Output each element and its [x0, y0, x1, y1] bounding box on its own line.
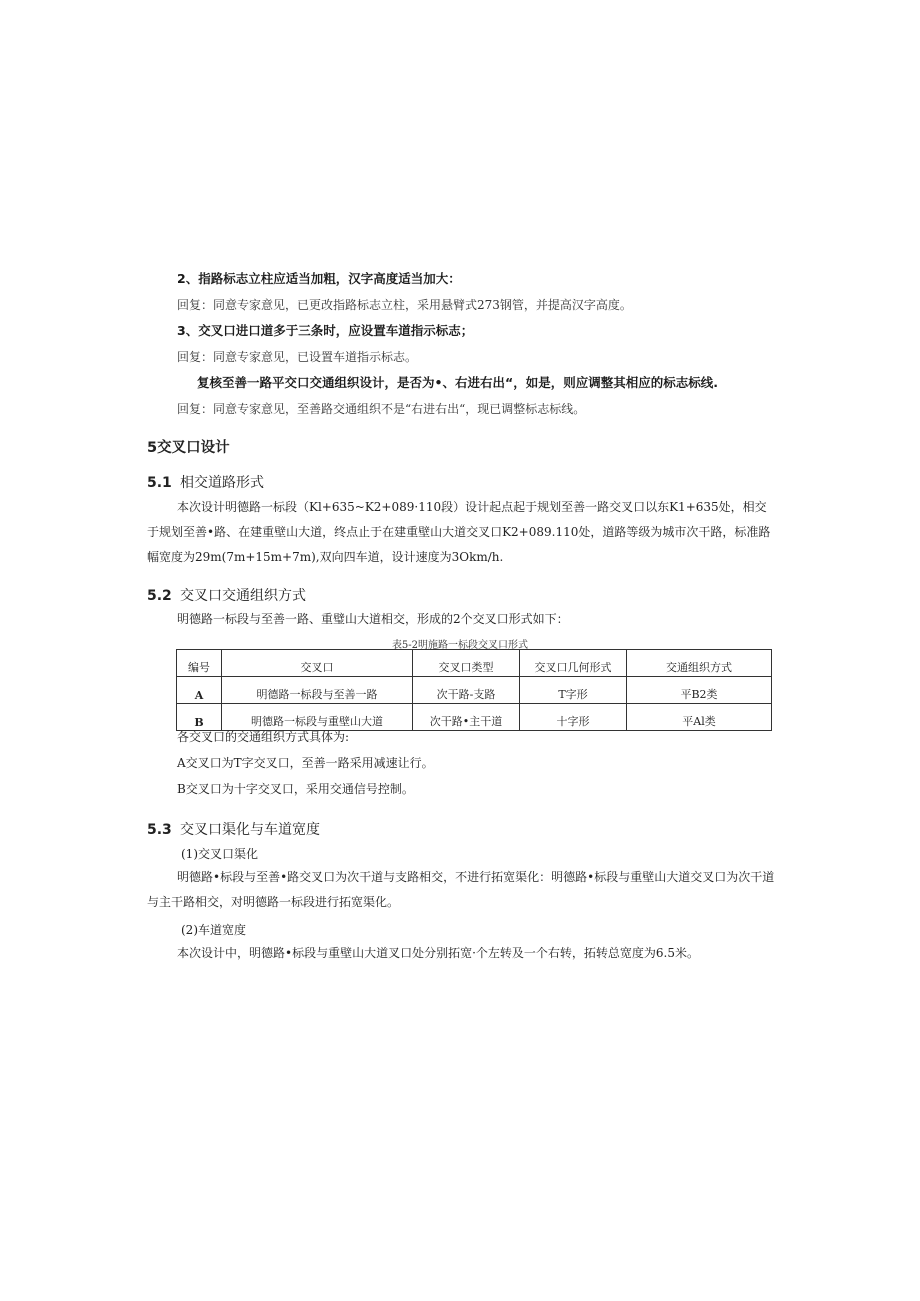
intersection-table: [176, 649, 772, 731]
section-5-2-heading: [147, 585, 306, 605]
table-cell: 明德路一标段与重壁山大道: [222, 704, 413, 731]
section-number: 5.1: [147, 475, 172, 491]
table-header-cell: 交叉口几何形式: [520, 650, 627, 677]
table-header-cell: 编号: [177, 650, 222, 677]
table-row: [177, 677, 772, 704]
section-title: 相交道路形式: [180, 475, 264, 491]
review-item-4: 复核至善一路平交口交通组织设计，是否为•、右进右出“，如是，则应调整其相应的标志标线.: [197, 375, 718, 390]
table-header-cell: 交叉口类型: [413, 650, 520, 677]
section-number: 5.3: [147, 822, 172, 838]
table-cell: A: [177, 677, 222, 704]
section-5-2-intro: 明德路一标段与至善一路、重璧山大道相交，形成的2个交叉口形式如下：: [177, 612, 569, 626]
review-reply-4: 回复：同意专家意见，至善路交通组织不是“右进右出“，现已调整标志标线。: [177, 402, 586, 416]
table-header-cell: 交叉口: [222, 650, 413, 677]
table-cell: 明德路一标段与至善一路: [222, 677, 413, 704]
lane-width-paragraph: 本次设计中，明德路•标段与重壁山大道叉口处分别拓宽·个左转及一个右转，拓转总宽度为6.5米。: [177, 946, 699, 960]
table-cell: B: [177, 704, 222, 731]
channelization-paragraph: 明德路•标段与至善•路交叉口为次干道与支路相交，不进行拓宽渠化：明德路•标段与重壁山大道交叉口为次干道与主干路相交，对明德路一标段进行拓宽渠化。: [147, 870, 775, 909]
subsection-lane-width: (2)车道宽度: [181, 923, 246, 937]
review-reply-3: 回复：同意专家意见，已设置车道指示标志。: [177, 350, 418, 364]
section-5-heading: 5交叉口设计: [147, 440, 230, 456]
table-cell: T字形: [520, 677, 627, 704]
table-cell: 次干路•主干道: [413, 704, 520, 731]
section-number: 5.2: [147, 588, 172, 604]
table-header-row: [177, 650, 772, 677]
table-caption: 表5-2明施路一标段交叉口形式: [391, 640, 529, 651]
table-header-cell: 交通组织方式: [627, 650, 772, 677]
table-cell: 平B2类: [627, 677, 772, 704]
intersection-b-description: B交叉口为十字交叉口，采用交通信号控制。: [177, 782, 414, 796]
table-cell: 十字形: [520, 704, 627, 731]
review-item-2: 2、指路标志立柱应适当加粗，汉字高度适当加大：: [177, 271, 461, 286]
section-5-1-heading: [147, 472, 264, 492]
section-title: 交叉口交通组织方式: [180, 588, 306, 604]
review-reply-2: 回复：同意专家意见，已更改指路标志立柱，采用悬臂式273钢管，并提高汉字高度。: [177, 298, 632, 312]
table-row: [177, 704, 772, 731]
section-5-3-heading: [147, 819, 320, 839]
subsection-channelization: (1)交叉口渠化: [181, 847, 258, 861]
section-title: 交叉口渠化与车道宽度: [180, 822, 320, 838]
section-5-1-paragraph: 本次设计明德路一标段（Kl+635~K2+089·110段）设计起点起于规划至善一路交叉口以东K1+635处，相交于规划至善•路、在建重壁山大道，终点止于在建重壁山大道交叉口K2+089.110处，道路等级为城市次干路，标准路幅宽度为29m(7m+15m+7m),双向四车道，设计速度为3Okm∕h.: [147, 500, 771, 564]
review-item-3: 3、交叉口进口道多于三条时，应设置车道指示标志；: [177, 323, 474, 338]
intersection-a-description: A交叉口为T字交叉口，至善一路采用减速让行。: [177, 756, 434, 770]
table-cell: 次干路-支路: [413, 677, 520, 704]
table-followup-text: 各交叉口的交通组织方式具体为:: [177, 730, 350, 744]
table-cell: 平Al类: [627, 704, 772, 731]
